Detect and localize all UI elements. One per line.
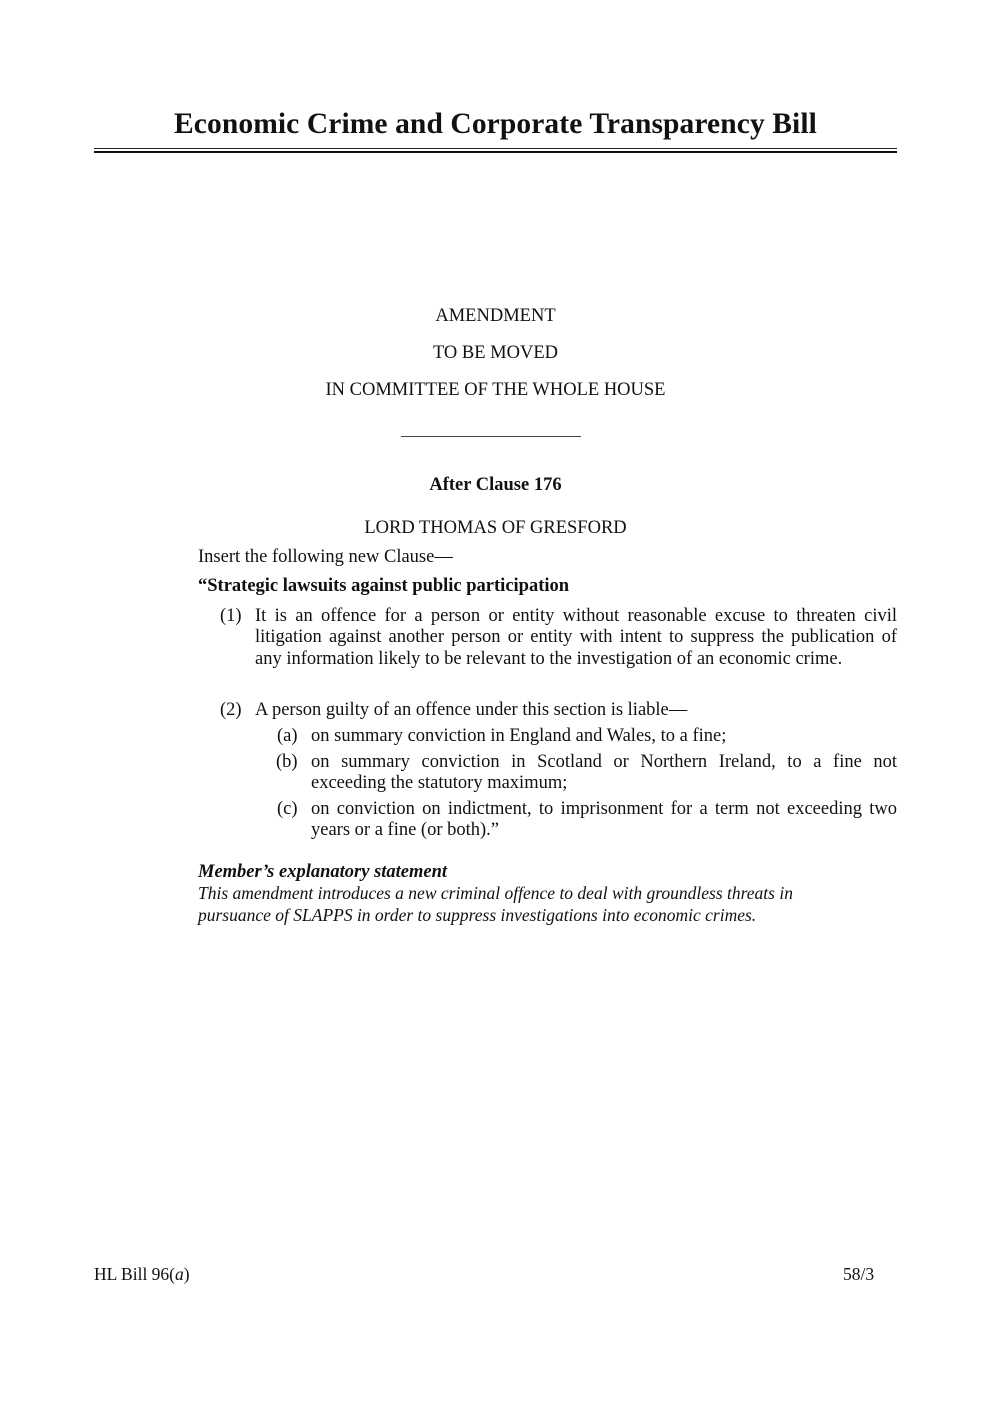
subsection-text: A person guilty of an offence under this section is liable— <box>255 700 688 720</box>
heading-to-be-moved: TO BE MOVED <box>432 343 559 363</box>
title-rule-thin <box>94 148 897 149</box>
paragraph-letter: (a) <box>277 726 298 746</box>
subsection-number: (2) <box>220 700 242 720</box>
paragraph-a <box>276 726 897 747</box>
paragraph-c <box>276 799 897 842</box>
page-reference: 58/3 <box>843 1264 875 1284</box>
clause-title: “Strategic lawsuits against public participation <box>198 576 570 596</box>
paragraph-text: on summary conviction in England and Wales, to a fine; <box>311 726 727 746</box>
bill-reference: HL Bill 96(a) <box>94 1264 190 1284</box>
insert-instruction: Insert the following new Clause— <box>198 547 453 567</box>
paragraph-b <box>276 752 897 795</box>
document-title: Economic Crime and Corporate Transparency Bill <box>174 108 817 140</box>
heading-amendment: AMENDMENT <box>435 306 556 326</box>
explanatory-statement-line-1: This amendment introduces a new criminal offence to deal with groundless threats in <box>198 883 793 903</box>
section-divider <box>401 436 581 437</box>
mover-name: LORD THOMAS OF GRESFORD <box>364 518 627 538</box>
clause-position: After Clause 176 <box>429 475 562 495</box>
subsection-number: (1) <box>220 606 242 626</box>
paragraph-letter: (b) <box>276 752 298 772</box>
explanatory-statement-line-2: pursuance of SLAPPS in order to suppress investigations into economic crimes. <box>198 905 757 925</box>
paragraph-text: on summary conviction in Scotland or Northern Ireland, to a fine not exceeding the statutory maximum; <box>311 752 897 794</box>
subsection-2 <box>198 700 897 721</box>
subsection-text: It is an offence for a person or entity without reasonable excuse to threaten civil litigation against another person or entity with intent to suppress the publication of any information likely to be relevant to the investigation of an economic crime. <box>255 606 897 669</box>
heading-committee: IN COMMITTEE OF THE WHOLE HOUSE <box>325 380 666 400</box>
explanatory-statement-heading: Member’s explanatory statement <box>198 862 448 882</box>
paragraph-text: on conviction on indictment, to imprisonment for a term not exceeding two years or a fine (or both).” <box>311 799 897 841</box>
paragraph-letter: (c) <box>277 799 298 819</box>
subsection-1 <box>198 606 897 670</box>
title-rule-thick <box>94 151 897 153</box>
